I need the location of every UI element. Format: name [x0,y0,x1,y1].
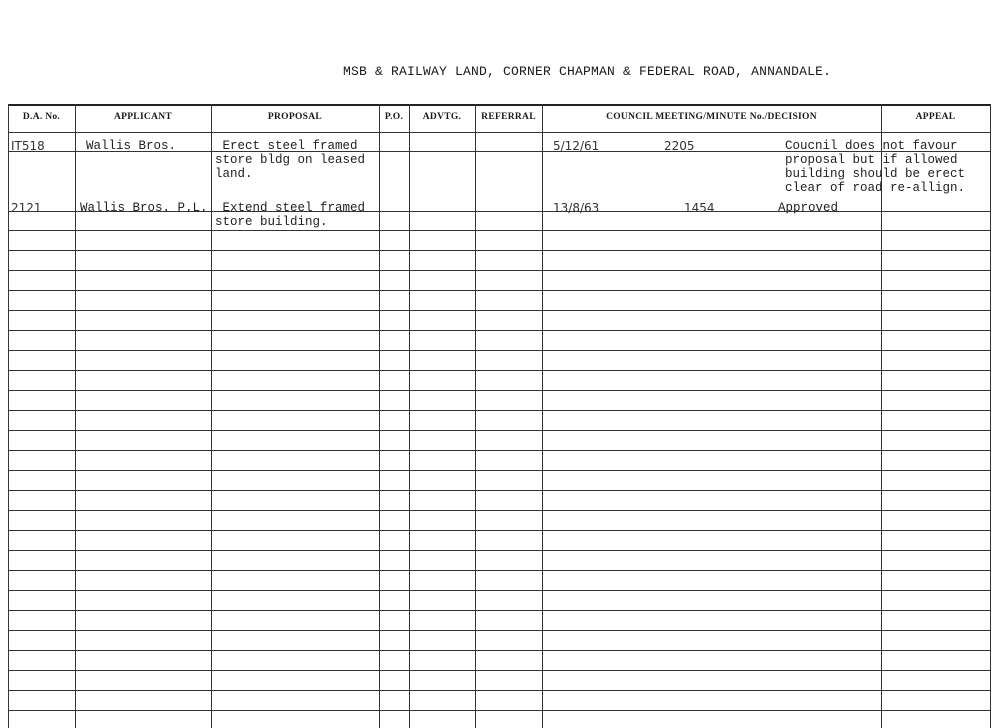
header-referral: REFERRAL [481,112,536,122]
header-da-no: D.A. No. [22,112,61,122]
header-po: P.O. [384,112,404,122]
table-top-border [8,104,991,106]
ruled-line [8,510,991,511]
column-divider [409,104,410,728]
ruled-line [8,290,991,291]
header-appeal: APPEAL [915,112,956,122]
header-advtg: ADVTG. [422,112,462,122]
row-2-proposal-line-2: store building. [215,215,328,229]
ruled-line [8,350,991,351]
ruled-line [8,690,991,691]
row-2-meeting-date: 13/8/63 [553,201,600,215]
ruled-line [8,470,991,471]
row-1-meeting-date: 5/12/61 [553,139,600,153]
column-divider [990,104,991,728]
ruled-line [8,590,991,591]
ruled-line [8,410,991,411]
ruled-line [8,710,991,711]
ruled-line [8,330,991,331]
row-1-decision-line-2: proposal but if allowed [785,153,958,167]
ruled-line [8,450,991,451]
header-council: COUNCIL MEETING/MINUTE No./DECISION [606,112,817,122]
row-2-applicant: Wallis Bros. P.L. [80,201,208,215]
row-1-decision-line-3: building should be erect [785,167,966,181]
column-divider [542,104,543,728]
ruled-line [8,530,991,531]
row-1-minute-no: 2205 [664,139,695,153]
row-1-applicant: Wallis Bros. [86,139,177,153]
ruled-line [8,310,991,311]
column-divider [475,104,476,728]
row-2-da-no: 2121 [11,201,42,215]
ruled-line [8,630,991,631]
row-1-decision-line-1: Coucnil does not favour [785,139,958,153]
column-divider [379,104,380,728]
header-bottom-border [8,132,991,133]
ruled-line [8,650,991,651]
ruled-line [8,370,991,371]
row-1-proposal-line-3: land. [215,167,253,181]
ruled-line [8,670,991,671]
row-1-decision-line-4: clear of road re-allign. [785,181,966,195]
column-divider [8,104,9,728]
ruled-line [8,230,991,231]
ruled-line [8,390,991,391]
row-2-decision-line-1: Approved [778,201,839,215]
column-divider [75,104,76,728]
row-2-minute-no: 1454 [684,201,715,215]
ruled-line [8,610,991,611]
ruled-line [8,250,991,251]
row-1-proposal-line-1: Erect steel framed [215,139,358,153]
header-applicant: APPLICANT [113,112,173,122]
ruled-line [8,570,991,571]
ruled-line [8,490,991,491]
column-divider [211,104,212,728]
row-1-proposal-line-2: store bldg on leased [215,153,366,167]
ruled-line [8,550,991,551]
ruled-line [8,270,991,271]
header-proposal: PROPOSAL [267,112,323,122]
document-title: MSB & RAILWAY LAND, CORNER CHAPMAN & FEDERAL ROAD, ANNANDALE. [343,64,832,79]
row-1-da-no: IT518 [11,139,45,153]
column-divider [881,104,882,728]
ruled-line [8,430,991,431]
row-2-proposal-line-1: Extend steel framed [215,201,366,215]
